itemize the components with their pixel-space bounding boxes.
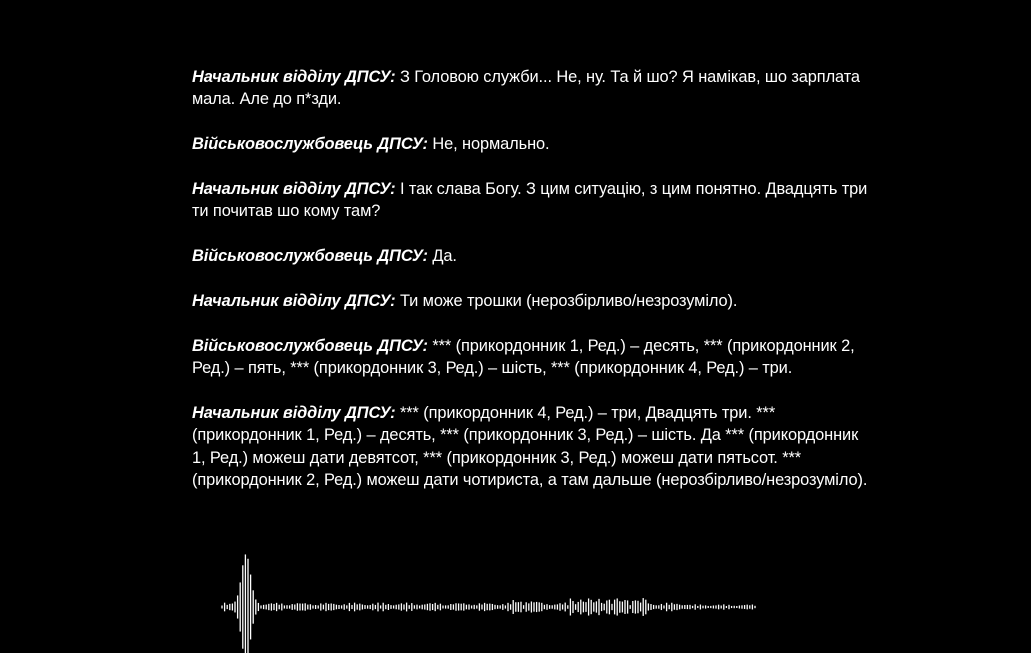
speaker-label: Начальник відділу ДПСУ: bbox=[192, 292, 396, 310]
speaker-label: Начальник відділу ДПСУ: bbox=[192, 180, 396, 198]
speaker-label: Військовослужбовець ДПСУ: bbox=[192, 247, 428, 266]
transcript-line bbox=[192, 66, 872, 111]
utterance-text: І так слава Богу. З цим ситуацію, з цим понятно. Двадцять три ти почитав шо кому там? bbox=[192, 180, 868, 221]
audio-waveform-icon bbox=[210, 545, 770, 653]
transcript-line bbox=[192, 290, 872, 312]
transcript-line bbox=[192, 133, 872, 155]
utterance-text: Да. bbox=[427, 247, 457, 266]
transcript-line bbox=[192, 178, 872, 223]
speaker-label: Начальник відділу ДПСУ: bbox=[192, 68, 396, 86]
transcript-line bbox=[192, 335, 872, 380]
utterance-text: З Головою служби... Не, ну. Та й шо? Я намікав, шо зарплата мала. Але до п*зди. bbox=[192, 68, 860, 109]
speaker-label: Начальник відділу ДПСУ: bbox=[192, 404, 396, 422]
utterance-text: Ти може трошки (нерозбірливо/незрозуміло). bbox=[395, 292, 738, 310]
speaker-label: Військовослужбовець ДПСУ: bbox=[192, 135, 428, 154]
utterance-text: *** (прикордонник 1, Ред.) – десять, *** (прикордонник 2, Ред.) – пять, *** (прикордонник 3, Ред.) – шість, *** (прикордонник 4, Ред.) – три. bbox=[192, 336, 855, 378]
speaker-label: Військовослужбовець ДПСУ: bbox=[192, 336, 428, 355]
transcript-line bbox=[192, 402, 872, 492]
utterance-text: Не, нормально. bbox=[427, 135, 550, 154]
utterance-text: *** (прикордонник 4, Ред.) – три, Двадцять три. *** (прикордонник 1, Ред.) – десять, *** (прикордонник 3, Ред.) – шість. Да *** (прикордонник 1, Ред.) можеш дати девятсот, *** (прикордонник 3, Ред.) можеш дати пятьсот. *** (прикордонник 2, Ред.) можеш дати чотириста, а там дальше (нерозбірливо/незрозуміло). bbox=[192, 404, 868, 490]
transcript bbox=[192, 66, 872, 514]
transcript-line bbox=[192, 245, 872, 267]
